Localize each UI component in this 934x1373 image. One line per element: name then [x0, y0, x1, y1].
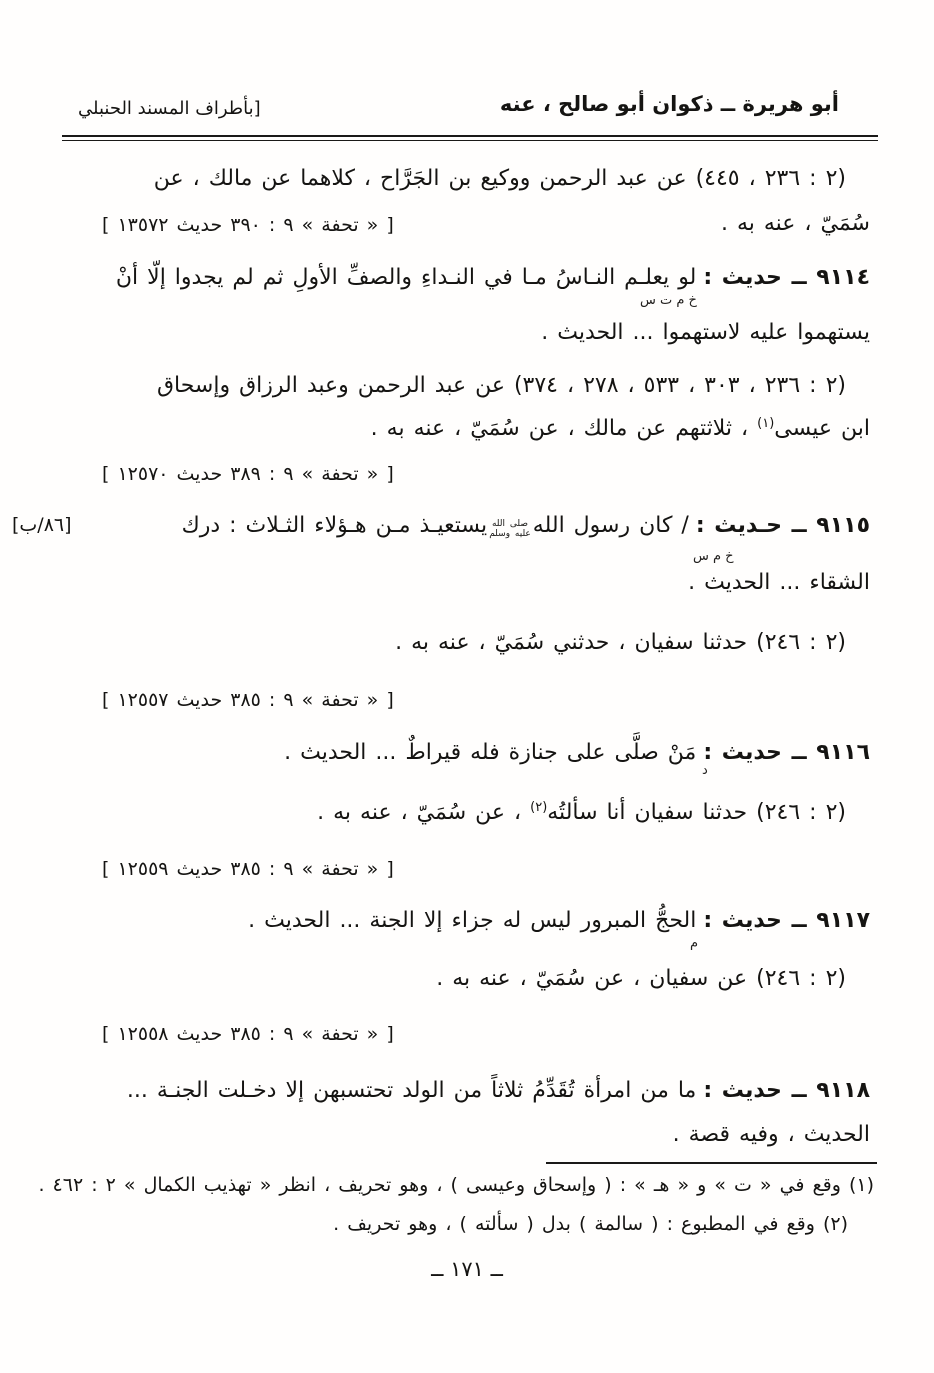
prev-entry-isnad-line1: (٢ : ٢٣٦ ، ٤٤٥) عن عبد الرحمن ووكيع بن الجَرَّاح ، كلاهما عن مالك ، عن [153, 166, 846, 191]
matn-text: الحجُّ المبرور ليس له جزاء إلا الجنة ... الحديث . [248, 908, 697, 933]
footnote-separator [546, 1162, 877, 1164]
margin-folio-note: [٨٦/ب] [12, 514, 72, 536]
matn-text: ما من امرأة تُقَدِّمُ ثلاثاً من الولد تحتسبهن إلا دخـلت الجنـة ... [126, 1078, 697, 1103]
matn-text: لو يعلـم النـاسُ مـا في النـداءِ والصفِّ الأولِ ثم لم يجدوا إلّا أنْ [115, 265, 697, 290]
isnad-text: ، عن سُمَيّ ، عنه به . [317, 800, 531, 825]
honorific-saw-icon [489, 520, 531, 540]
footnote-1: (١) وقع في « ت » و « هـ » : ( وإسحاق وعيسى ) ، وهو تحريف ، انظر « تهذيب الكمال » ٢ : ٤٦٢ . [38, 1174, 874, 1196]
entry-9117-isnad: (٢ : ٢٤٦) عن سفيان ، عن سُمَيّ ، عنه به . [436, 966, 846, 991]
takhrij-symbols-9114: خ م ت س [640, 293, 697, 308]
takhrij-symbols-9117: م [690, 936, 699, 951]
entry-9118-matn-line2: الحديث ، وفيه قصة . [672, 1122, 870, 1147]
prev-entry-isnad-line2: سُمَيّ ، عنه به . [720, 211, 870, 236]
entry-9114-isnad-line2 [371, 413, 870, 445]
entry-9116-matn [284, 737, 870, 769]
footnote-marker-2: (٢) [530, 800, 548, 815]
page-number: ــ ١٧١ ــ [431, 1257, 503, 1281]
entry-number: ٩١١٧ ــ حديث : [703, 908, 870, 933]
honorific-line2: عليه وسلم [489, 529, 531, 539]
entry-9118-matn-line1 [127, 1075, 870, 1107]
isnad-text: (٢ : ٢٤٦) حدثنا سفيان أنا سألتُه [547, 800, 846, 825]
entry-9116-isnad [317, 797, 846, 829]
honorific-line1: صلى الله [491, 519, 528, 530]
chapter-heading: أبو هريرة ــ ذكوان أبو صالح ، عنه [499, 92, 839, 116]
matn-text: / كان رسول الله [532, 513, 689, 538]
footnote-2: (٢) وقع في المطبوع : ( سالمة ) بدل ( سألته ) ، وهو تحريف . [333, 1213, 848, 1235]
tuhfa-reference: [ « تحفة » ٩ : ٣٨٥ حديث ١٢٥٥٨ ] [102, 1023, 394, 1045]
entry-number: ٩١١٤ ــ حديث : [703, 265, 870, 290]
tuhfa-reference: [ « تحفة » ٩ : ٣٩٠ حديث ١٣٥٧٢ ] [102, 214, 394, 236]
takhrij-symbols-9116: د [702, 763, 708, 778]
entry-9115-matn-line1 [182, 510, 870, 542]
header-rule-bottom [62, 140, 878, 141]
matn-text: يستعيـذ مـن هـؤلاء الثـلاث : درك [181, 513, 488, 538]
matn-text: مَنْ صلَّى على جنازة فله قيراطٌ ... الحديث . [284, 740, 697, 765]
entry-9115-matn-line2: الشقاء ... الحديث . [688, 570, 870, 595]
entry-number: ٩١١٥ ــ حـديث : [695, 513, 870, 538]
isnad-text: ، ثلاثتهم عن مالك ، عن سُمَيّ ، عنه به . [370, 416, 758, 441]
entry-9114-matn-line1 [116, 262, 870, 294]
entry-number: ٩١١٨ ــ حديث : [703, 1078, 870, 1103]
takhrij-symbols-9115: خ م س [693, 549, 734, 564]
entry-number: ٩١١٦ ــ حديث : [703, 740, 870, 765]
isnad-text: ابن عيسى [774, 416, 870, 441]
running-title: [بأطراف المسند الحنبلي [78, 98, 261, 119]
entry-9114-matn-line2: يستهموا عليه لاستهموا ... الحديث . [541, 320, 870, 345]
header-rule-top [62, 135, 878, 137]
tuhfa-reference: [ « تحفة » ٩ : ٣٨٥ حديث ١٢٥٥٧ ] [102, 689, 394, 711]
entry-9115-isnad: (٢ : ٢٤٦) حدثنا سفيان ، حدثني سُمَيّ ، عنه به . [395, 630, 846, 655]
footnote-marker-1: (١) [757, 416, 775, 431]
entry-9114-isnad-line1: (٢ : ٢٣٦ ، ٣٠٣ ، ٥٣٣ ، ٢٧٨ ، ٣٧٤) عن عبد الرحمن وعبد الرزاق وإسحاق [156, 373, 846, 398]
tuhfa-reference: [ « تحفة » ٩ : ٣٨٩ حديث ١٢٥٧٠ ] [102, 463, 394, 485]
entry-9117-matn [248, 905, 870, 937]
tuhfa-reference: [ « تحفة » ٩ : ٣٨٥ حديث ١٢٥٥٩ ] [102, 858, 394, 880]
